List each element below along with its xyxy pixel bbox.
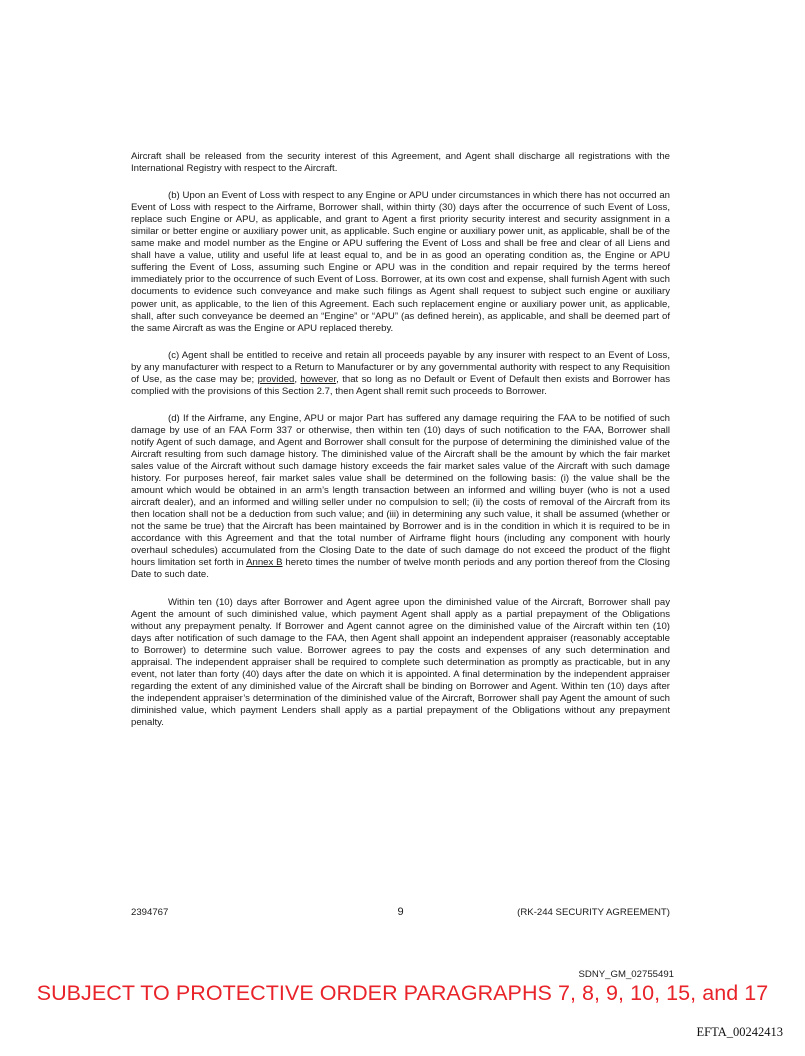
document-number: 2394767 [131, 907, 169, 918]
paragraph-release: Aircraft shall be released from the security interest of this Agreement, and Agent shall discharge all registrations with the International Registry with respect to the Aircraft. [131, 151, 670, 175]
paragraph-b-engine-loss: (b) Upon an Event of Loss with respect to any Engine or APU under circumstances in which there has not occurred an Event of Loss with respect to the Airframe, Borrower shall, within thirty (30) days after the occurrence of such Event of Loss, replace such Engine or APU, as applicable, and grant to Agent a first priority security interest and security assignment in a similar or better engine or auxiliary power unit, as applicable. Such engine or auxiliary power unit, as applicable, shall be of the same make and model number as the Engine or APU suffering the Event of Loss and shall be free and clear of all Liens and shall have a value, utility and useful life at least equal to, and be in as good an operating condition as, the Engine or APU suffering the Event of Loss, assuming such Engine or APU was in the condition and repair required by the terms hereof immediately prior to the occurrence of such Event of Loss. Borrower, at its own cost and expense, shall furnish Agent with such documents to evidence such conveyance and make such filings as Agent shall request to subject such engine or auxiliary power unit, as applicable, to the lien of this Agreement. Each such replacement engine or auxiliary power unit, as applicable, shall, after such conveyance be deemed an “Engine” or “APU” (as defined herein), as applicable, and shall be deemed part of the same Aircraft as was the Engine or APU replaced thereby. [131, 190, 670, 334]
paragraph-d-text-1: (d) If the Airframe, any Engine, APU or major Part has suffered any damage requiring the FAA to be notified of such damage by use of an FAA Form 337 or otherwise, then within ten (10) days of such notification to the FAA, Borrower shall notify Agent of such damage, and Agent and Borrower shall consult for the purpose of determining the diminished value of the Aircraft resulting from such damage history. The diminished value of the Aircraft shall be the amount by which the fair market sales value of the Aircraft without such damage history exceeds the fair market sales value of the Aircraft with such damage history. For purposes hereof, fair market sales value shall be determined on the following basis: (i) the value shall be the amount which would be obtained in an arm’s length transaction between an informed and willing buyer (who is not a used aircraft dealer), and an informed and willing seller under no compulsion to sell; (ii) the costs of removal of the Aircraft from its then location shall not be a deduction from such value; and (iii) in determining any such value, it shall be assumed (whether or not the same be true) that the Aircraft has been maintained by Borrower and is in the condition in which it is required to be in accordance with this Agreement and that the total number of Airframe flight hours (including any component with hourly overhaul schedules) accumulated from the Closing Date to the date of such damage do not exceed the product of the flight hours limitation set forth in [131, 412, 670, 569]
agreement-title: (RK-244 SECURITY AGREEMENT) [517, 907, 670, 918]
paragraph-c-text-3: , that so long as no Default or Event of Default then exists and Borrower has complied with the provisions of this Section 2.7, then Agent shall remit such proceeds to Borrower. [131, 373, 670, 397]
provided-term: provided [257, 373, 295, 385]
page-footer [131, 907, 670, 921]
however-term: however [300, 373, 337, 385]
efta-identifier: EFTA_00242413 [696, 1025, 783, 1039]
document-body [131, 151, 670, 744]
paragraph-c-proceeds [131, 350, 670, 398]
bates-number: SDNY_GM_02755491 [578, 969, 674, 980]
paragraph-d-text-2: hereto times the number of twelve month periods and any portion thereof from the Closing Date to such date. [131, 557, 670, 581]
paragraph-d-damage [131, 413, 670, 582]
paragraph-c-text-1: (c) Agent shall be entitled to receive and retain all proceeds payable by any insurer with respect to an Event of Loss, by any manufacturer with respect to a Return to Manufacturer or by any governmental authority with respect to any Requisition of Use, as the case may be; [131, 349, 670, 385]
protective-order-stamp: SUBJECT TO PROTECTIVE ORDER PARAGRAPHS 7, 8, 9, 10, 15, and 17 [36, 981, 769, 1005]
paragraph-diminished-value: Within ten (10) days after Borrower and Agent agree upon the diminished value of the Aircraft, Borrower shall pay Agent the amount of such diminished value, which payment Agent shall apply as a partial prepayment of the Obligations without any prepayment penalty. If Borrower and Agent cannot agree on the diminished value of the Aircraft within ten (10) days after notification of such damage to the FAA, then Agent shall appoint an independent appraiser (reasonably acceptable to Borrower) to determine such value. Borrower agrees to pay the costs and expenses of any such determination and appraisal. The independent appraiser shall be required to complete such determination as promptly as practicable, but in any event, not later than forty (40) days after the date on which it is appointed. A final determination by the independent appraiser regarding the extent of any diminished value of the Aircraft shall be binding on Borrower and Agent. Within ten (10) days after the independent appraiser’s determination of the diminished value of the Aircraft, Borrower shall pay Agent the amount of such diminished value, which payment Lenders shall apply as a partial prepayment of the Obligations without any prepayment penalty. [131, 596, 670, 728]
page-number: 9 [397, 906, 404, 918]
paragraph-c-text-2: , [294, 373, 301, 385]
annex-b-reference: Annex B [246, 557, 283, 569]
